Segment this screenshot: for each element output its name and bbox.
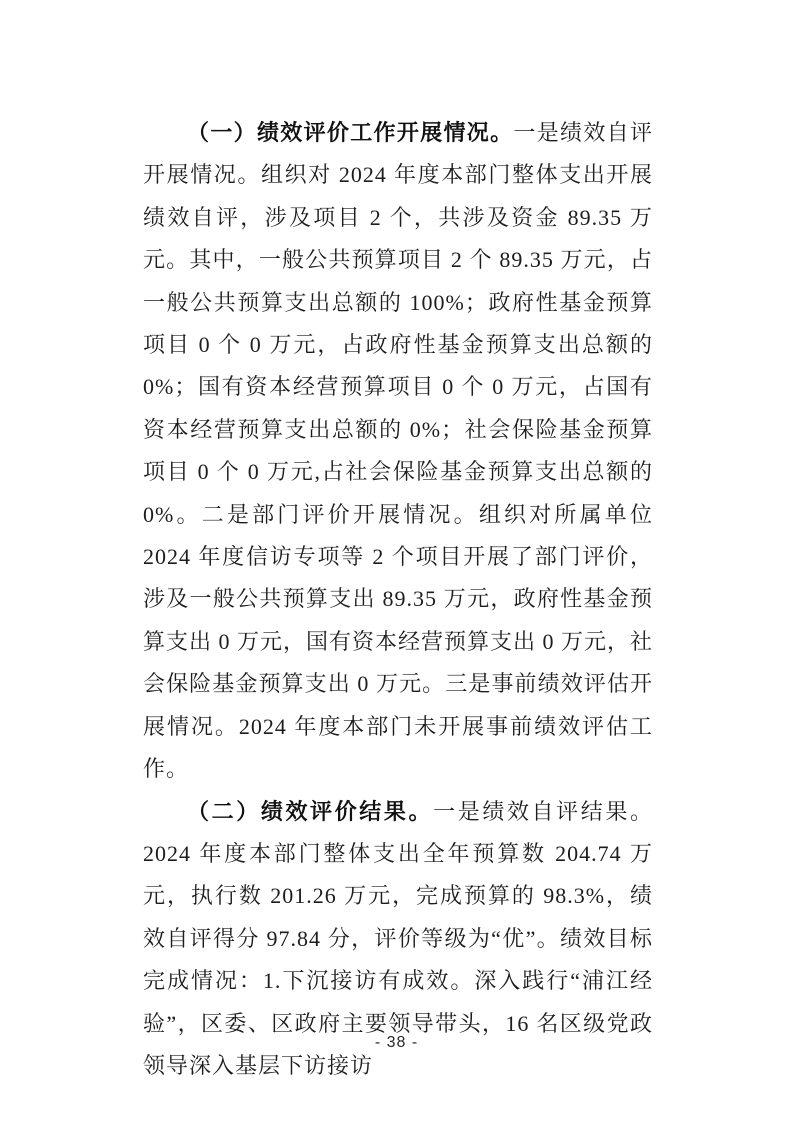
heading-run: （二）绩效评价结果。 [187, 798, 434, 824]
heading-run: （一）绩效评价工作开展情况。 [187, 120, 514, 145]
paragraph [143, 112, 653, 791]
text-run: 一是绩效自评开展情况。组织对 2024 年度本部门整体支出开展绩效自评，涉及项目 2 个，共涉及资金 89.35 万元。其中，一般公共预算项目 2 个 89.35 万元，占一般公共预算支出总额的 100%；政府性基金预算项目 0 个 0 万元，占政府性基金预算支出总额的 0%；国有资本经营预算项目 0 个 0 万元，占国有资本经营预算支出总额的 0%；社会保险基金预算项目 0 个 0 万元,占社会保险基金预算支出总额的 0%。二是部门评价开展情况。组织对所属单位 2024 年度信访专项等 2 个项目开展了部门评价，涉及一般公共预算支出 89.35 万元，政府性基金预算支出 0 万元，国有资本经营预算支出 0 万元，社会保险基金预算支出 0 万元。三是事前绩效评估开展情况。2024 年度本部门未开展事前绩效评估工作。 [143, 120, 654, 782]
page-number: - 38 - [374, 1034, 419, 1051]
text-run: 一是绩效自评结果。2024 年度本部门整体支出全年预算数 204.74 万元，执行数 201.26 万元，完成预算的 98.3%，绩效自评得分 97.84 分，评价等级为“优”。绩效目标完成情况：1.下沉接访有成效。深入践行“浦江经验”，区委、区政府主要领导带头，16 名区级党政领导深入基层下访接访 [143, 798, 653, 1078]
document-body [143, 112, 653, 1087]
